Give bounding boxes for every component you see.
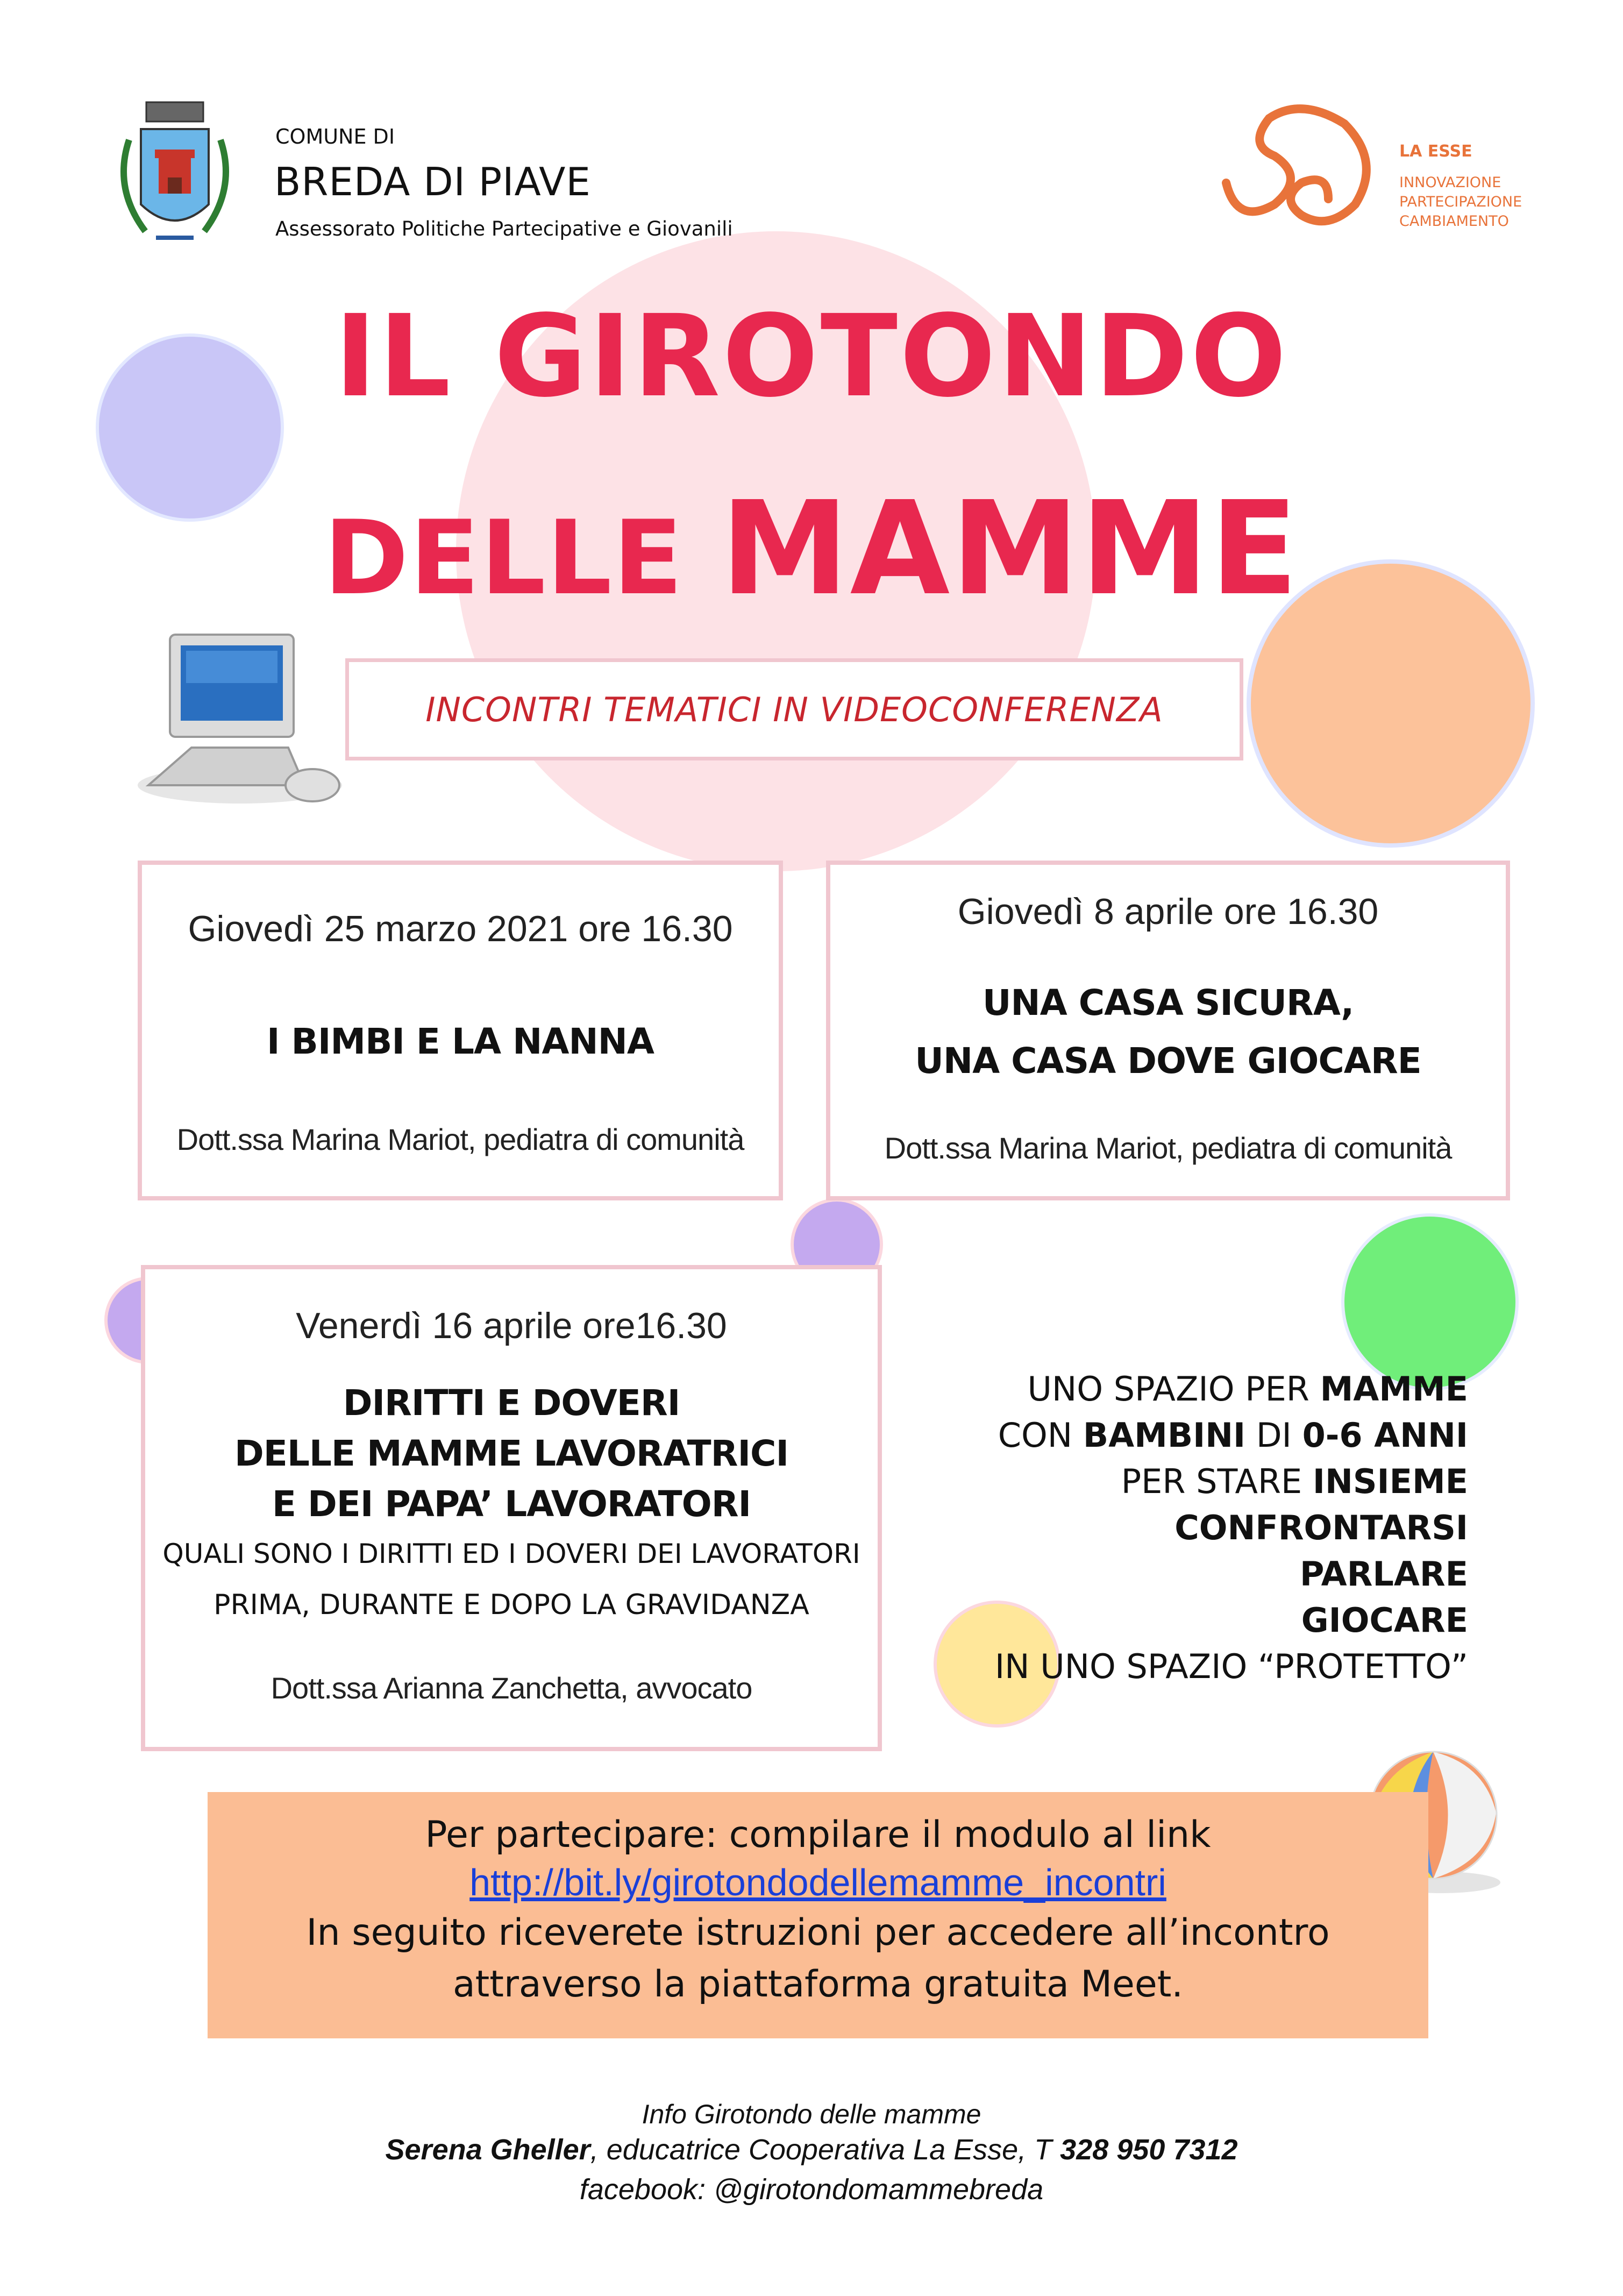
footer-contact	[0, 2133, 1623, 2166]
spazio-text: DI	[1245, 1416, 1302, 1455]
spazio-line	[936, 1505, 1468, 1551]
registration-link[interactable]: http://bit.ly/girotondodellemamme_incontri	[469, 1861, 1166, 1903]
spazio-line	[936, 1597, 1468, 1644]
contact-name: Serena Gheller	[385, 2134, 590, 2166]
spazio-emph: CONFRONTARSI	[1174, 1508, 1468, 1547]
event-speaker: Dott.ssa Marina Mariot, pediatra di comunità	[176, 1122, 744, 1156]
subtitle: INCONTRI TEMATICI IN VIDEOCONFERENZA	[425, 689, 1163, 729]
event-speaker: Dott.ssa Arianna Zanchetta, avvocato	[270, 1671, 752, 1705]
tagline-line: CAMBIAMENTO	[1399, 213, 1509, 230]
spazio-emph: 0-6 ANNI	[1302, 1416, 1468, 1455]
green-circle	[1341, 1213, 1519, 1391]
spazio-emph: BAMBINI	[1083, 1416, 1246, 1455]
tagline-line: INNOVAZIONE	[1399, 174, 1501, 191]
spazio-description	[936, 1366, 1468, 1690]
event-date: Giovedì 8 aprile ore 16.30	[957, 891, 1379, 932]
computer-icon	[127, 624, 353, 818]
spazio-emph: PARLARE	[1299, 1554, 1468, 1594]
spazio-line	[936, 1459, 1468, 1505]
spazio-text: PER STARE	[1121, 1462, 1313, 1501]
event-card-2	[826, 861, 1510, 1200]
spazio-line	[936, 1644, 1468, 1690]
participation-followup: In seguito riceverete istruzioni per accedere all’incontro	[306, 1911, 1330, 1954]
title-mamme: MAMME	[720, 473, 1299, 624]
footer-facebook: facebook: @girotondomammebreda	[579, 2173, 1044, 2206]
event-card-1	[138, 861, 783, 1200]
event-date: Giovedì 25 marzo 2021 ore 16.30	[188, 908, 733, 949]
event-card-3	[141, 1265, 882, 1751]
footer-info: Info Girotondo delle mamme	[642, 2099, 981, 2129]
event-topic: DIRITTI E DOVERI	[343, 1382, 680, 1424]
spazio-emph: MAMME	[1320, 1369, 1468, 1409]
spazio-line	[936, 1551, 1468, 1597]
spazio-emph: INSIEME	[1312, 1462, 1468, 1501]
spazio-emph: GIOCARE	[1301, 1601, 1468, 1640]
contact-role: , educatrice Cooperativa La Esse, T	[590, 2134, 1060, 2166]
event-description: PRIMA, DURANTE E DOPO LA GRAVIDANZA	[213, 1589, 809, 1621]
comune-label: COMUNE DI	[275, 125, 395, 148]
la-esse-spiral-logo	[1210, 97, 1393, 237]
title-line-1: IL GIROTONDO	[334, 290, 1289, 422]
participation-link-row	[208, 1861, 1428, 1904]
la-esse-name: LA ESSE	[1399, 142, 1472, 161]
participation-box	[208, 1792, 1428, 2038]
event-date: Venerdì 16 aprile ore16.30	[296, 1305, 727, 1346]
event-topic: E DEI PAPA’ LAVORATORI	[272, 1483, 751, 1525]
event-topic: I BIMBI E LA NANNA	[267, 1021, 654, 1062]
tagline-line: PARTECIPAZIONE	[1399, 194, 1522, 210]
spazio-line	[936, 1366, 1468, 1412]
assessorato-label: Assessorato Politiche Partecipative e Giovanili	[275, 217, 733, 240]
event-topic: UNA CASA DOVE GIOCARE	[915, 1040, 1421, 1082]
spazio-line	[936, 1412, 1468, 1459]
participation-instruction: Per partecipare: compilare il modulo al link	[425, 1814, 1211, 1856]
event-topic: DELLE MAMME LAVORATRICI	[234, 1433, 789, 1474]
event-speaker: Dott.ssa Marina Mariot, pediatra di comunità	[884, 1131, 1452, 1165]
coat-of-arms-logo	[108, 97, 242, 258]
spazio-text: UNO SPAZIO PER	[1027, 1369, 1320, 1409]
event-topic: UNA CASA SICURA,	[982, 982, 1354, 1023]
la-esse-tagline	[1399, 173, 1522, 231]
participation-platform: attraverso la piattaforma gratuita Meet.	[452, 1963, 1184, 2006]
title-delle: DELLE	[324, 499, 721, 617]
title-line-2	[0, 473, 1623, 624]
contact-phone: 328 950 7312	[1060, 2134, 1238, 2166]
spazio-text: IN UNO SPAZIO “PROTETTO”	[994, 1647, 1468, 1686]
comune-name: BREDA DI PIAVE	[274, 159, 591, 204]
event-description: QUALI SONO I DIRITTI ED I DOVERI DEI LAVORATORI	[162, 1538, 860, 1569]
spazio-text: CON	[998, 1416, 1083, 1455]
subtitle-box	[345, 658, 1243, 760]
